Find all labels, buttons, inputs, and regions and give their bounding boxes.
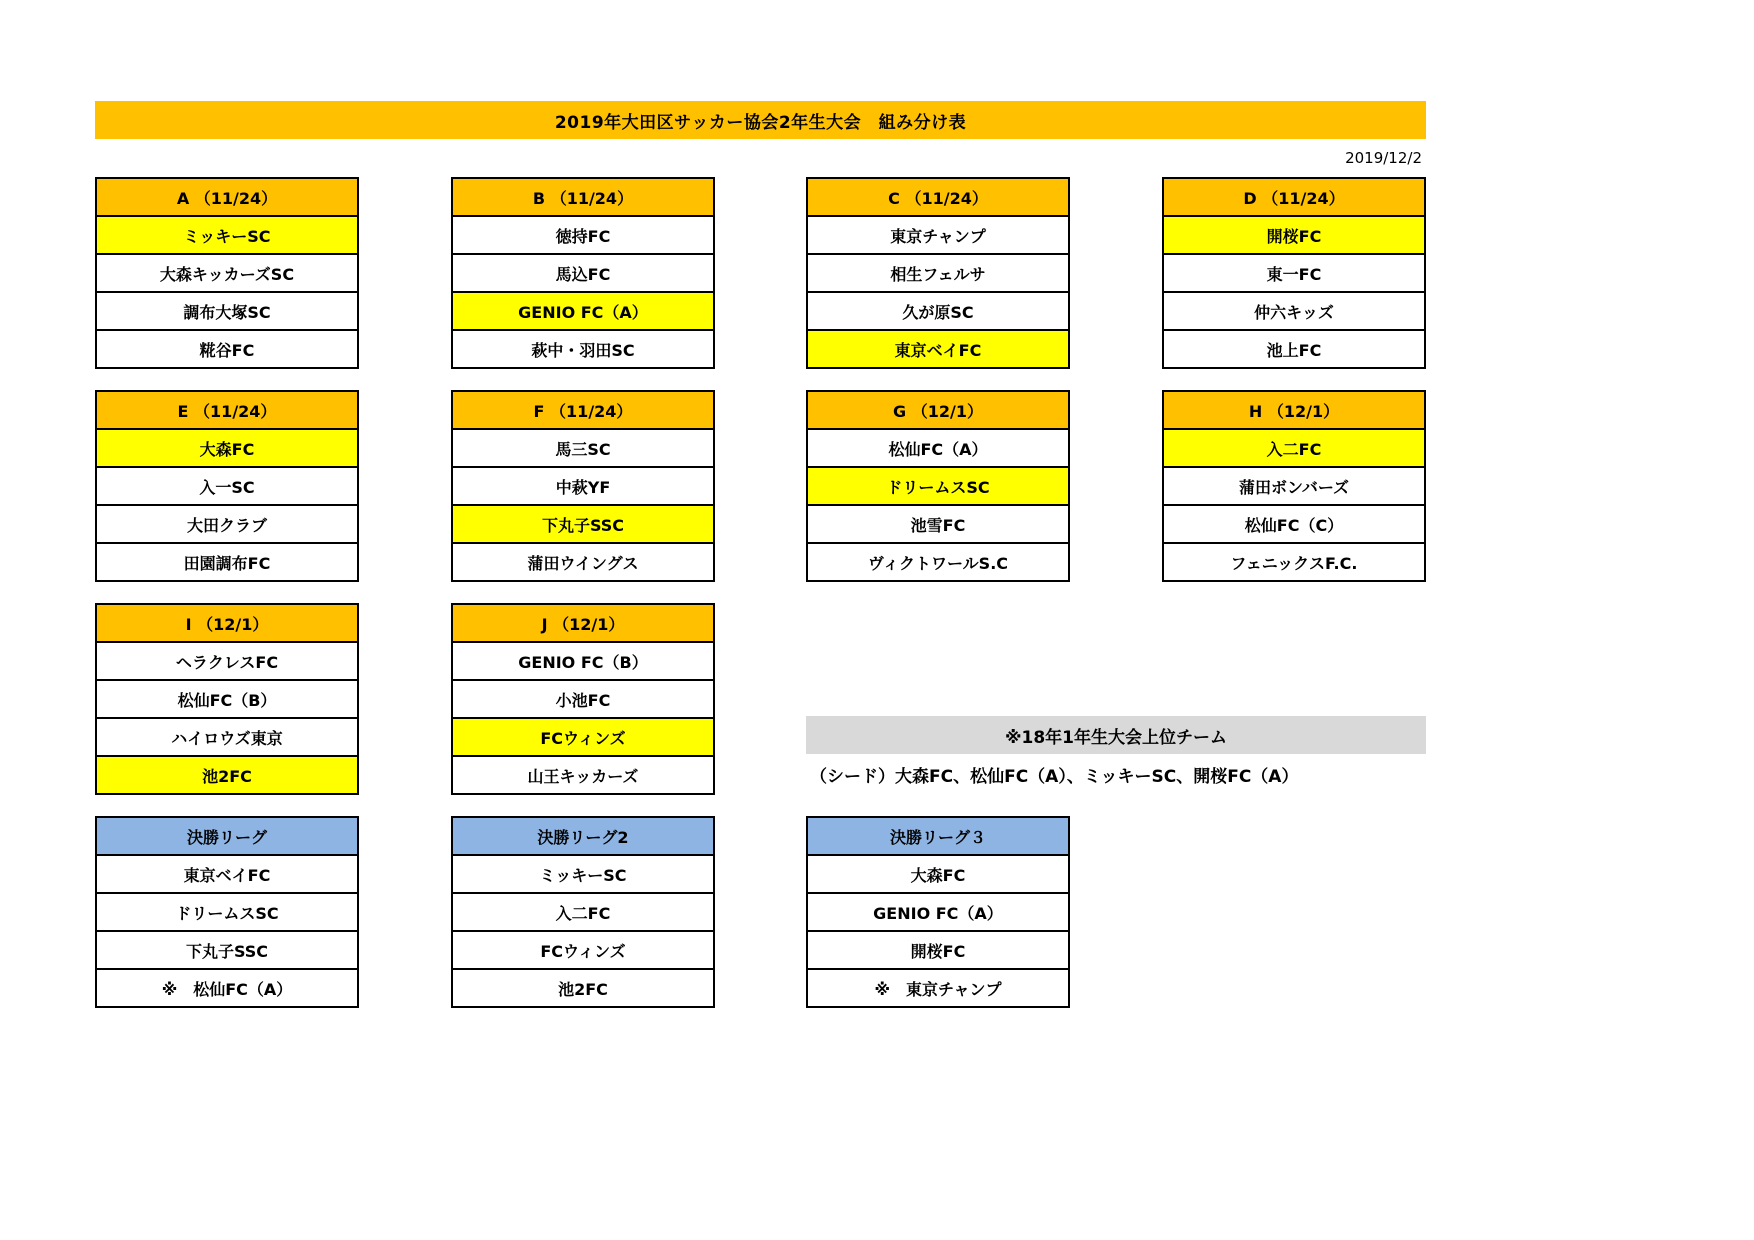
team-cell: GENIO FC（A） <box>808 892 1068 930</box>
team-cell: 小池FC <box>453 679 713 717</box>
team-cell: 田園調布FC <box>97 542 357 580</box>
team-cell: 東一FC <box>1164 253 1424 291</box>
team-cell: 大森FC <box>808 854 1068 892</box>
team-cell: 下丸子SSC <box>453 504 713 542</box>
group-header: G （12/1） <box>808 392 1068 428</box>
seed-note-title: ※18年1年生大会上位チーム <box>806 716 1426 754</box>
team-cell: ※ 東京チャンプ <box>808 968 1068 1006</box>
group-e-table <box>95 390 359 582</box>
team-cell: GENIO FC（B） <box>453 641 713 679</box>
team-cell: 糀谷FC <box>97 329 357 367</box>
team-cell: ハイロウズ東京 <box>97 717 357 755</box>
team-cell: 山王キッカーズ <box>453 755 713 793</box>
final-league-2-table <box>451 816 715 1008</box>
team-cell: 東京ベイFC <box>97 854 357 892</box>
team-cell: 大田クラブ <box>97 504 357 542</box>
team-cell: ミッキーSC <box>453 854 713 892</box>
group-h-table <box>1162 390 1426 582</box>
team-cell: 池雪FC <box>808 504 1068 542</box>
group-f-table <box>451 390 715 582</box>
group-header: J （12/1） <box>453 605 713 641</box>
team-cell: 大森キッカーズSC <box>97 253 357 291</box>
team-cell: 馬三SC <box>453 428 713 466</box>
team-cell: 開桜FC <box>808 930 1068 968</box>
team-cell: 蒲田ウイングス <box>453 542 713 580</box>
group-header: C （11/24） <box>808 179 1068 215</box>
group-i-table <box>95 603 359 795</box>
seed-note-text: （シード）大森FC、松仙FC（A）、ミッキーSC、開桜FC（A） <box>810 767 1299 787</box>
final-header: 決勝リーグ３ <box>808 818 1068 854</box>
team-cell: 松仙FC（B） <box>97 679 357 717</box>
team-cell: 池2FC <box>97 755 357 793</box>
team-cell: 入二FC <box>453 892 713 930</box>
group-a-table <box>95 177 359 369</box>
final-league-1-table <box>95 816 359 1008</box>
team-cell: 仲六キッズ <box>1164 291 1424 329</box>
team-cell: GENIO FC（A） <box>453 291 713 329</box>
team-cell: 蒲田ボンバーズ <box>1164 466 1424 504</box>
team-cell: 東京チャンプ <box>808 215 1068 253</box>
group-header: A （11/24） <box>97 179 357 215</box>
team-cell: 開桜FC <box>1164 215 1424 253</box>
page-title: 2019年大田区サッカー協会2年生大会 組み分け表 <box>95 101 1426 139</box>
group-g-table <box>806 390 1070 582</box>
final-header: 決勝リーグ <box>97 818 357 854</box>
team-cell: 松仙FC（C） <box>1164 504 1424 542</box>
team-cell: 徳持FC <box>453 215 713 253</box>
group-header: E （11/24） <box>97 392 357 428</box>
team-cell: 久が原SC <box>808 291 1068 329</box>
final-header: 決勝リーグ2 <box>453 818 713 854</box>
team-cell: 池2FC <box>453 968 713 1006</box>
team-cell: FCウィンズ <box>453 930 713 968</box>
team-cell: 相生フェルサ <box>808 253 1068 291</box>
group-d-table <box>1162 177 1426 369</box>
team-cell: 東京ベイFC <box>808 329 1068 367</box>
group-header: H （12/1） <box>1164 392 1424 428</box>
team-cell: 入一SC <box>97 466 357 504</box>
group-b-table <box>451 177 715 369</box>
group-c-table <box>806 177 1070 369</box>
group-j-table <box>451 603 715 795</box>
team-cell: 松仙FC（A） <box>808 428 1068 466</box>
final-league-3-table <box>806 816 1070 1008</box>
team-cell: 大森FC <box>97 428 357 466</box>
team-cell: ドリームスSC <box>97 892 357 930</box>
team-cell: 馬込FC <box>453 253 713 291</box>
team-cell: ドリームスSC <box>808 466 1068 504</box>
team-cell: フェニックスF.C. <box>1164 542 1424 580</box>
document-date: 2019/12/2 <box>1345 149 1422 167</box>
team-cell: ※ 松仙FC（A） <box>97 968 357 1006</box>
team-cell: ヴィクトワールS.C <box>808 542 1068 580</box>
team-cell: 池上FC <box>1164 329 1424 367</box>
group-header: F （11/24） <box>453 392 713 428</box>
group-header: I （12/1） <box>97 605 357 641</box>
team-cell: 中萩YF <box>453 466 713 504</box>
team-cell: 調布大塚SC <box>97 291 357 329</box>
team-cell: 下丸子SSC <box>97 930 357 968</box>
team-cell: FCウィンズ <box>453 717 713 755</box>
group-header: B （11/24） <box>453 179 713 215</box>
team-cell: ヘラクレスFC <box>97 641 357 679</box>
group-header: D （11/24） <box>1164 179 1424 215</box>
team-cell: 入二FC <box>1164 428 1424 466</box>
team-cell: ミッキーSC <box>97 215 357 253</box>
team-cell: 萩中・羽田SC <box>453 329 713 367</box>
